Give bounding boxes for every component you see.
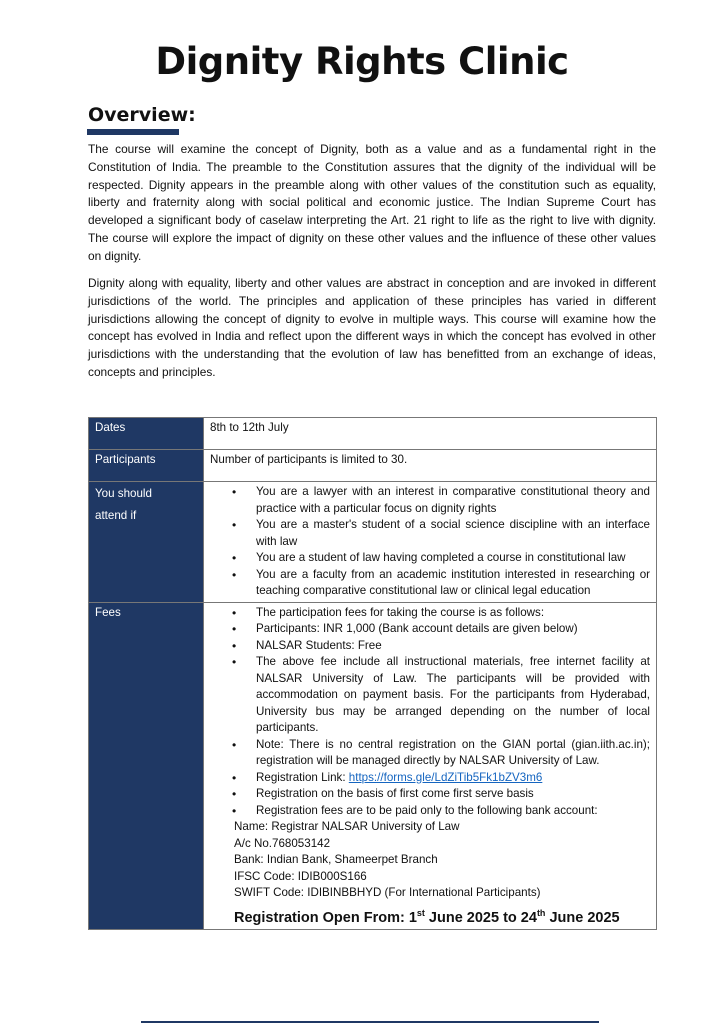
list-item [210,770,650,787]
list-item: • Participants: INR 1,000 (Bank account details are given below) [210,621,650,638]
list-item: • You are a master's student of a social science discipline with an interface with law [210,517,650,550]
table-row [89,418,657,450]
list-item: • Note: There is no central registration on the GIAN portal (gian.iith.ac.in); registration will be managed directly by NALSAR University of Law. [210,737,650,770]
attend-list [210,484,650,600]
bank-name: Name: Registrar NALSAR University of Law [234,820,460,833]
fees-label: Fees [89,602,204,930]
bank-ifsc: IFSC Code: IDIB000S166 [234,869,367,883]
list-item: • NALSAR Students: Free [210,638,650,655]
participants-value: Number of participants is limited to 30. [204,450,657,482]
heading-underline [87,129,179,135]
bank-swift: SWIFT Code: IDIBINBBHYD (For International Participants) [234,886,541,899]
attend-value [204,482,657,603]
fees-list [210,605,650,820]
bank-branch: Bank: Indian Bank, Shameerpet Branch [234,853,438,866]
overview-heading: Overview: [88,104,196,126]
course-info-table [88,417,657,930]
bank-account: A/c No.768053142 [234,836,331,850]
dates-value: 8th to 12th July [204,418,657,450]
attend-label-line2: attend if [95,509,137,522]
overview-paragraph: The course will examine the concept of Dignity, both as a value and as a fundamental right in the Constitution of India. The preamble to the Constitution assures that the dignity of the individual will be respected. Dignity appears in the preamble along with other values of the constitution such as equality, liberty and fraternity along with social political and economic justice. The Indian Supreme Court has developed a significant body of caselaw interpreting the Art. 21 right to life as the right to live with dignity. The course will explore the impact of dignity on these other values and the influence of these other values on dignity. [88,142,656,263]
registration-link-label: Registration Link: [256,770,349,784]
registration-open-dates [210,903,650,928]
reg-open-sup: st [416,907,425,918]
reg-open-text: Registration Open From: 1 [234,909,417,926]
attend-label [89,482,204,603]
list-item: • Registration fees are to be paid only to the following bank account: [210,803,650,820]
table-row [89,482,657,603]
registration-link[interactable]: https://forms.gle/LdZiTib5Fk1bZV3m6 [348,770,543,784]
fees-value [204,602,657,930]
list-item: • You are a faculty from an academic institution interested in researching or teaching comparative constitutional law or clinical legal education [210,567,650,600]
footer-divider [141,1021,599,1023]
attend-label-line1: You should [95,487,152,500]
list-item: • The above fee include all instructional materials, free internet facility at NALSAR University of Law. The participants will be provided with accommodation on payment basis. For the participants from Hyderabad, University bus may be arranged depending on the number of local participants. [210,654,650,737]
table-row [89,602,657,930]
dates-label: Dates [89,418,204,450]
list-item: • You are a student of law having completed a course in constitutional law [210,550,650,567]
list-item: • The participation fees for taking the course is as follows: [210,605,650,622]
participants-label: Participants [89,450,204,482]
reg-open-text: June 2025 [545,909,620,926]
list-item: • Registration on the basis of first come first serve basis [210,786,650,803]
reg-open-text: June 2025 to 24 [424,909,537,926]
table-row [89,450,657,482]
list-item: • You are a lawyer with an interest in comparative constitutional theory and practice with a particular focus on dignity rights [210,484,650,517]
overview-paragraph: Dignity along with equality, liberty and other values are abstract in conception and are invoked in different jurisdictions of the world. The principles and application of these principles has varied in different jurisdictions allowing the concept of dignity to evolve in multiple ways. This course will examine how the concept has evolved in India and reflect upon the different ways in which the concept has evolved in other jurisdictions with the understanding that the evolution of law has benefitted from an exchange of ideas, concepts and principles. [88,276,656,379]
page-title: Dignity Rights Clinic [155,40,569,83]
reg-open-sup: th [536,907,546,918]
